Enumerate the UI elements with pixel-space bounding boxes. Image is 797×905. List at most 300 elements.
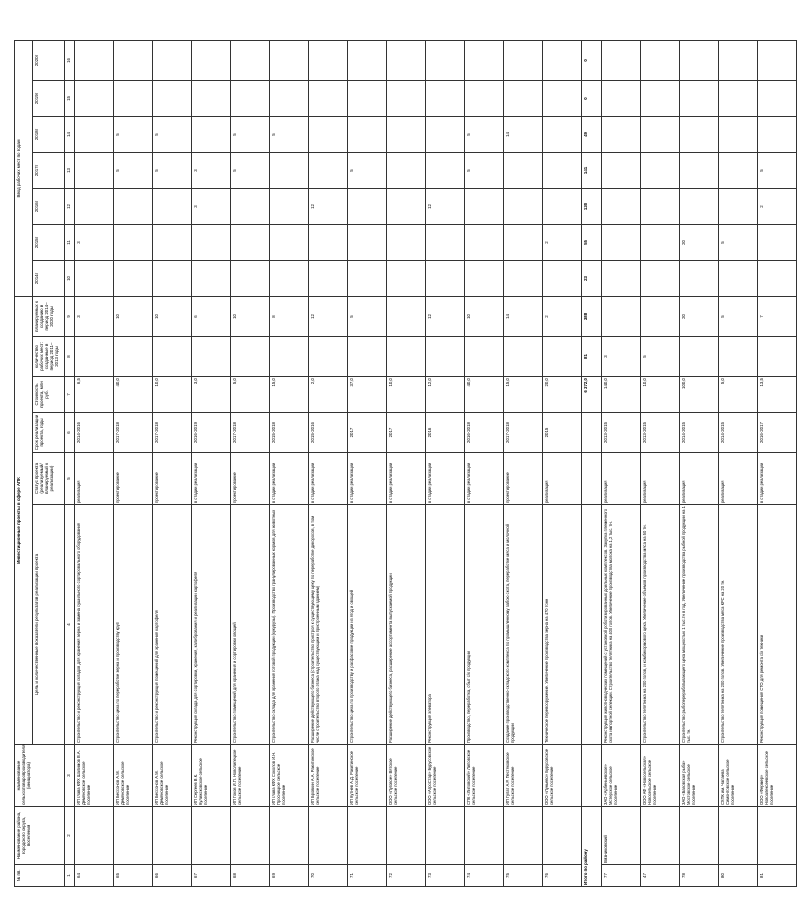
cell-no: 66 <box>153 865 192 887</box>
header-year-2017: 2017г <box>33 152 65 188</box>
cell-year-2020 <box>602 40 641 80</box>
cell-status: в стадии реализации <box>348 453 387 505</box>
table-row <box>602 40 641 886</box>
cell-year-2018 <box>680 116 719 152</box>
cell-jobs-planned: 10 <box>114 296 153 336</box>
cell-no: 65 <box>114 865 153 887</box>
cell-term: 2016-2019 <box>192 413 231 453</box>
cell-year-2015 <box>387 224 426 260</box>
cell-year-2014 <box>543 260 582 296</box>
col-number: 8 <box>65 337 75 377</box>
cell-year-2014 <box>270 260 309 296</box>
cell-year-2018: 5 <box>114 116 153 152</box>
cell-year-2019 <box>348 80 387 116</box>
cell-year-2016: 12 <box>309 188 348 224</box>
header-cost: Стоимость проекта, млн руб. <box>33 377 65 413</box>
cell-status: в стадии реализации <box>387 453 426 505</box>
cell-goal: Реконструкция животноводческих помещений с установкой роботизированных доильных комплексов. Закупка племенного скота импортной селекции. Строительство телятника на 400 голов. Увеличение производства молока на 1,2 тыс. тн. <box>602 505 641 745</box>
cell-goal: Строительство цеха по переработке зерна и производству круп <box>114 505 153 745</box>
cell-no: 75 <box>504 865 543 887</box>
cell-year-2017: 3 <box>192 152 231 188</box>
total-label: Итого по району <box>582 807 602 887</box>
cell-year-2017 <box>387 152 426 188</box>
cell-jobs-created: 3 <box>602 337 641 377</box>
col-number: 11 <box>65 224 75 260</box>
cell-jobs-planned: 3 <box>75 296 114 336</box>
header-year-2020: 2020г <box>33 40 65 80</box>
cell-year-2019 <box>114 80 153 116</box>
cell-initiator: ООО АФ «Новосельская» Новосельское сельское поселение <box>641 745 680 807</box>
cell-status: реализация <box>641 453 680 505</box>
header-jobs-group: количество рабочих мест <box>33 343 44 371</box>
cell-status: в стадии реализации <box>270 453 309 505</box>
cell-jobs-created <box>719 337 758 377</box>
cell-year-2014 <box>465 260 504 296</box>
column-number-row <box>65 40 75 886</box>
cell-goal: Строительство и реконструкция помещений для хранения картофеля <box>153 505 192 745</box>
cell-year-2020 <box>504 40 543 80</box>
cell-cost: 10,0 <box>153 377 192 413</box>
cell-initiator: ООО «Луговое» Вятское сельское поселение <box>387 745 426 807</box>
header-jobs-planned: планируемых к созданию в период 2014–2020 годы <box>33 296 65 336</box>
cell-jobs-planned: 10 <box>465 296 504 336</box>
cell-initiator: ИП Гулат А.Р. Пестяковское сельское поселение <box>504 745 543 807</box>
cell-year-2020 <box>114 40 153 80</box>
cell-cost: 3,0 <box>192 377 231 413</box>
cell-year-2017 <box>270 152 309 188</box>
cell-cost: 40,0 <box>465 377 504 413</box>
cell-year-2014 <box>75 260 114 296</box>
cell-year-2020 <box>192 40 231 80</box>
cell-initiator: ООО «АгроСтар» Бурусовское сельское поселение <box>426 745 465 807</box>
cell-jobs-planned <box>387 296 426 336</box>
col-number: 16 <box>65 40 75 80</box>
cell-jobs-planned: 6 <box>192 296 231 336</box>
cell-goal: Производство, переработка, сбыт с/х продукции <box>465 505 504 745</box>
cell-status: в стадии реализации <box>309 453 348 505</box>
cell-jobs-planned: 2 <box>543 296 582 336</box>
cell-year-2020 <box>465 40 504 80</box>
table-row <box>504 40 543 886</box>
cell-no: 68 <box>231 865 270 887</box>
header-section-title: Инвестиционные проекты в сфере АПК <box>15 296 33 744</box>
cell-status: в стадии реализации <box>426 453 465 505</box>
cell-year-2015 <box>758 224 797 260</box>
col-number: 5 <box>65 453 75 505</box>
cell-status: реализация <box>543 453 582 505</box>
cell-year-2014 <box>348 260 387 296</box>
cell-year-2019 <box>680 80 719 116</box>
cell-year-2017: 5 <box>114 152 153 188</box>
cell-year-2017 <box>719 152 758 188</box>
cell-status: реализация <box>719 453 758 505</box>
cell-year-2017 <box>309 152 348 188</box>
cell-year-2015 <box>270 224 309 260</box>
header-year-2018: 2018г <box>33 116 65 152</box>
cell-jobs-planned: 7 <box>758 296 797 336</box>
cell-no: 80 <box>719 865 758 887</box>
total-jobs-created: 81 <box>582 337 602 377</box>
header-no: № пп. <box>15 865 65 887</box>
table-body-district-1 <box>75 40 582 886</box>
cell-no: 47 <box>641 865 680 887</box>
cell-year-2018 <box>309 116 348 152</box>
cell-year-2020 <box>641 40 680 80</box>
cell-year-2015: 20 <box>680 224 719 260</box>
cell-term: 2017 <box>387 413 426 453</box>
cell-cost: 40,0 <box>114 377 153 413</box>
header-years-group: Ввод рабочих мест по годам <box>15 40 33 296</box>
cell-year-2019 <box>231 80 270 116</box>
header-jobs-created: количество рабочих мест: созданные в период 2011–2013 годы <box>33 337 65 377</box>
cell-year-2015 <box>504 224 543 260</box>
cell-year-2015 <box>641 224 680 260</box>
cell-initiator: СПК «Липовский» Липовское сельское поселение <box>465 745 504 807</box>
cell-initiator: ИП Бессонов А.М. Демяновское сельское поселение <box>153 745 192 807</box>
total-row <box>582 40 602 886</box>
cell-jobs-created <box>270 337 309 377</box>
header-initiator: наименование сельхозтоваропроизводителя (инициатора) <box>15 745 65 807</box>
cell-year-2017 <box>680 152 719 188</box>
investment-projects-table <box>14 40 797 887</box>
total-year: 0 <box>582 40 602 80</box>
col-number: 7 <box>65 377 75 413</box>
cell-district <box>758 807 797 865</box>
cell-year-2018 <box>758 116 797 152</box>
cell-year-2015 <box>465 224 504 260</box>
table-row <box>348 40 387 886</box>
col-number: 6 <box>65 413 75 453</box>
cell-year-2016 <box>348 188 387 224</box>
table-row <box>719 40 758 886</box>
cell-year-2015 <box>426 224 465 260</box>
col-number: 14 <box>65 116 75 152</box>
cell-no: 69 <box>270 865 309 887</box>
header-year-2014: 2014г <box>33 260 65 296</box>
total-jobs-planned: 388 <box>582 296 602 336</box>
cell-status: проектирование <box>504 453 543 505</box>
cell-year-2018 <box>426 116 465 152</box>
cell-year-2014 <box>504 260 543 296</box>
cell-term: 2016 <box>426 413 465 453</box>
cell-year-2019 <box>641 80 680 116</box>
cell-year-2020 <box>348 40 387 80</box>
cell-initiator: ООО «Луньево» Бурусовское сельское поселение <box>543 745 582 807</box>
cell-no: 72 <box>387 865 426 887</box>
table-row <box>641 40 680 886</box>
cell-year-2017: 5 <box>348 152 387 188</box>
cell-year-2016 <box>387 188 426 224</box>
cell-year-2016 <box>504 188 543 224</box>
cell-year-2019 <box>192 80 231 116</box>
cell-year-2014 <box>231 260 270 296</box>
cell-year-2019 <box>387 80 426 116</box>
cell-goal: Реконструкция помещения СТО для ремонта с/х техники <box>758 505 797 745</box>
cell-year-2017 <box>543 152 582 188</box>
cell-goal: Строительство телятника на 200 голов, и комбикормового цеха. Увеличение объемов производства мяса на 50 тн. <box>641 505 680 745</box>
cell-year-2016: 3 <box>192 188 231 224</box>
cell-goal: Расширение действующего бизнеса (строительство пристроя к существующему цеху по переработке дикоросов, в том числе строительство второго этажа над существующим и пристроенным зданием) <box>309 505 348 745</box>
cell-goal: Строительство рыбоперерабатывающего цеха мощностью 1 тыс.тн в год. Увеличение производства рыбной продукции на 1 тыс. тн. <box>680 505 719 745</box>
cell-year-2016 <box>75 188 114 224</box>
table-row <box>75 40 114 886</box>
cell-year-2017 <box>504 152 543 188</box>
cell-year-2018: 5 <box>465 116 504 152</box>
cell-district <box>504 807 543 865</box>
header-district: Наименование района, городского округа, поселения <box>15 807 65 865</box>
cell-district <box>348 807 387 865</box>
cell-year-2016 <box>114 188 153 224</box>
cell-goal: Реконструкция элеватора <box>426 505 465 745</box>
cell-cost: 2,0 <box>309 377 348 413</box>
cell-term: 2017-2018 <box>231 413 270 453</box>
cell-year-2019 <box>465 80 504 116</box>
cell-jobs-created <box>348 337 387 377</box>
cell-year-2019 <box>543 80 582 116</box>
cell-status: в стадии реализации <box>758 453 797 505</box>
cell-goal: Расширение действующего бизнеса, расширение ассортимента выпускаемой продукции <box>387 505 426 745</box>
cell-jobs-created <box>543 337 582 377</box>
total-year: 0 <box>582 80 602 116</box>
cell-initiator: ИП глава КФХ Шалимов В.А. Демяновское сельское поселение <box>75 745 114 807</box>
cell-jobs-planned: 10 <box>231 296 270 336</box>
cell-jobs-created <box>504 337 543 377</box>
cell-jobs-planned: 12 <box>309 296 348 336</box>
cell-year-2019 <box>758 80 797 116</box>
table-row <box>543 40 582 886</box>
cell-term: 2017-2018 <box>504 413 543 453</box>
cell-jobs-created <box>465 337 504 377</box>
col-number: 2 <box>65 807 75 865</box>
cell-year-2020 <box>75 40 114 80</box>
cell-jobs-created <box>758 337 797 377</box>
total-year: 141 <box>582 152 602 188</box>
cell-district <box>231 807 270 865</box>
cell-cost: 13,5 <box>758 377 797 413</box>
cell-jobs-planned: 8 <box>270 296 309 336</box>
cell-initiator: ИП глава КФХ Соколов И.Н. Просницкое сельское поселение <box>270 745 309 807</box>
total-year: 130 <box>582 188 602 224</box>
cell-goal: Строительство цеха по производству и расфасовке продукции из ягод и овощей <box>348 505 387 745</box>
cell-status: в стадии реализации <box>465 453 504 505</box>
cell-cost: 12,0 <box>426 377 465 413</box>
cell-district <box>387 807 426 865</box>
cell-year-2016: 2 <box>758 188 797 224</box>
cell-year-2018 <box>387 116 426 152</box>
cell-year-2017: 5 <box>153 152 192 188</box>
cell-jobs-created <box>114 337 153 377</box>
table-row <box>309 40 348 886</box>
cell-district <box>114 807 153 865</box>
cell-year-2018: 5 <box>153 116 192 152</box>
header-year-2019: 2019г <box>33 80 65 116</box>
col-number: 3 <box>65 745 75 807</box>
cell-district <box>680 807 719 865</box>
cell-year-2018 <box>75 116 114 152</box>
cell-year-2014 <box>192 260 231 296</box>
cell-year-2020 <box>719 40 758 80</box>
col-number: 1 <box>65 865 75 887</box>
table-row <box>680 40 719 886</box>
cell-jobs-planned <box>602 296 641 336</box>
cell-jobs-created: 5 <box>641 337 680 377</box>
cell-district: Вязниковский <box>602 807 641 865</box>
cell-no: 81 <box>758 865 797 887</box>
cell-year-2015 <box>231 224 270 260</box>
cell-year-2019 <box>270 80 309 116</box>
cell-initiator: ИП Бровкин А.А. Ракитинское сельское поселение <box>309 745 348 807</box>
cell-year-2019 <box>75 80 114 116</box>
cell-year-2019 <box>153 80 192 116</box>
cell-year-2017 <box>641 152 680 188</box>
cell-no: 76 <box>543 865 582 887</box>
cell-district <box>192 807 231 865</box>
cell-term: 2014-2015 <box>719 413 758 453</box>
header-goal: Цель и количественные показатели результатов реализации проекта <box>33 505 65 745</box>
cell-jobs-planned <box>641 296 680 336</box>
cell-initiator: ЗАО «Базовская рыба» Мостовское сельское поселение <box>680 745 719 807</box>
cell-term: 2016-2017 <box>758 413 797 453</box>
cell-year-2014 <box>758 260 797 296</box>
cell-cost: 5,0 <box>719 377 758 413</box>
total-year: 49 <box>582 116 602 152</box>
col-number: 9 <box>65 296 75 336</box>
cell-status: проектирование <box>153 453 192 505</box>
cell-year-2016 <box>680 188 719 224</box>
cell-year-2017 <box>426 152 465 188</box>
cell-cost: 6,5 <box>75 377 114 413</box>
cell-jobs-planned: 12 <box>426 296 465 336</box>
cell-year-2019 <box>426 80 465 116</box>
cell-year-2016 <box>153 188 192 224</box>
cell-year-2020 <box>387 40 426 80</box>
cell-year-2019 <box>719 80 758 116</box>
table-row <box>426 40 465 886</box>
cell-year-2014 <box>641 260 680 296</box>
cell-year-2016 <box>465 188 504 224</box>
cell-district <box>641 807 680 865</box>
cell-year-2018 <box>641 116 680 152</box>
total-year: 23 <box>582 260 602 296</box>
cell-goal: Строительство склада для хранения готовой продукции (кукурузы). Производство гранулированных кормов для животных <box>270 505 309 745</box>
cell-initiator: ИП Гоков И.П. Новолипецкое сельское поселение <box>231 745 270 807</box>
cell-district <box>153 807 192 865</box>
cell-district <box>543 807 582 865</box>
header-term: Срок реализации проекта, годы <box>33 413 65 453</box>
cell-district <box>426 807 465 865</box>
col-number: 15 <box>65 80 75 116</box>
cell-year-2014 <box>114 260 153 296</box>
cell-cost: 5,0 <box>231 377 270 413</box>
cell-term: 2016-2018 <box>465 413 504 453</box>
cell-year-2014 <box>387 260 426 296</box>
cell-status: проектирование <box>114 453 153 505</box>
table-row <box>465 40 504 886</box>
cell-district <box>270 807 309 865</box>
cell-year-2016 <box>231 188 270 224</box>
table-header <box>15 40 75 886</box>
cell-cost: 10,0 <box>641 377 680 413</box>
cell-year-2016 <box>719 188 758 224</box>
cell-district <box>719 807 758 865</box>
cell-no: 78 <box>680 865 719 887</box>
cell-initiator: СХПК им. Чапаева Симонтовское сельское поселение <box>719 745 758 807</box>
cell-cost: 15,0 <box>270 377 309 413</box>
cell-year-2016 <box>543 188 582 224</box>
cell-cost: 10,0 <box>387 377 426 413</box>
cell-year-2014 <box>719 260 758 296</box>
header-year-2015: 2015г <box>33 224 65 260</box>
cell-year-2015: 2 <box>543 224 582 260</box>
cell-year-2020 <box>680 40 719 80</box>
cell-term: 2014-2016 <box>75 413 114 453</box>
cell-no: 74 <box>465 865 504 887</box>
cell-no: 70 <box>309 865 348 887</box>
cell-year-2017 <box>602 152 641 188</box>
cell-status: реализация <box>75 453 114 505</box>
cell-status: в стадии реализации <box>192 453 231 505</box>
cell-year-2015 <box>114 224 153 260</box>
cell-term: 2015-2016 <box>309 413 348 453</box>
cell-district <box>465 807 504 865</box>
table-row <box>231 40 270 886</box>
cell-jobs-created <box>192 337 231 377</box>
cell-year-2017: 5 <box>465 152 504 188</box>
cell-initiator: ЗАО «Арбеньевское» Мстерское сельское поселение <box>602 745 641 807</box>
table-total <box>582 40 602 886</box>
total-year: 55 <box>582 224 602 260</box>
cell-goal: Реконструкция склада для сортировки, хранения, калибрования и реализации картофеля <box>192 505 231 745</box>
cell-year-2020 <box>270 40 309 80</box>
col-number: 10 <box>65 260 75 296</box>
cell-initiator: ИП Бессонов А.М. Демяновское сельское поселение <box>114 745 153 807</box>
cell-goal: Техническое перевооружение. Увеличение производства зерна на 470 тонн <box>543 505 582 745</box>
cell-no: 73 <box>426 865 465 887</box>
cell-jobs-created <box>231 337 270 377</box>
cell-year-2015: 3 <box>75 224 114 260</box>
cell-status: реализация <box>602 453 641 505</box>
cell-year-2020 <box>543 40 582 80</box>
cell-cost: 15,0 <box>504 377 543 413</box>
cell-year-2017: 5 <box>758 152 797 188</box>
cell-year-2019 <box>309 80 348 116</box>
cell-status: проектирование <box>231 453 270 505</box>
cell-term: 2017-2018 <box>153 413 192 453</box>
cell-year-2014 <box>309 260 348 296</box>
cell-year-2020 <box>309 40 348 80</box>
cell-jobs-created <box>75 337 114 377</box>
cell-goal: Строительство телятника на 200 голов. Увеличение производства мяса КРС на 20 тн. <box>719 505 758 745</box>
cell-status: реализация <box>680 453 719 505</box>
cell-year-2017 <box>75 152 114 188</box>
cell-year-2020 <box>758 40 797 80</box>
table-row <box>270 40 309 886</box>
cell-cost: 100,0 <box>680 377 719 413</box>
cell-year-2017: 5 <box>231 152 270 188</box>
col-number: 13 <box>65 152 75 188</box>
cell-year-2018 <box>348 116 387 152</box>
table-row <box>153 40 192 886</box>
cell-term: 2014-2015 <box>680 413 719 453</box>
cell-jobs-created <box>680 337 719 377</box>
cell-jobs-planned: 5 <box>348 296 387 336</box>
cell-year-2014 <box>153 260 192 296</box>
cell-jobs-created <box>309 337 348 377</box>
cell-year-2015 <box>348 224 387 260</box>
cell-jobs-planned: 14 <box>504 296 543 336</box>
cell-year-2014 <box>680 260 719 296</box>
cell-year-2016 <box>641 188 680 224</box>
